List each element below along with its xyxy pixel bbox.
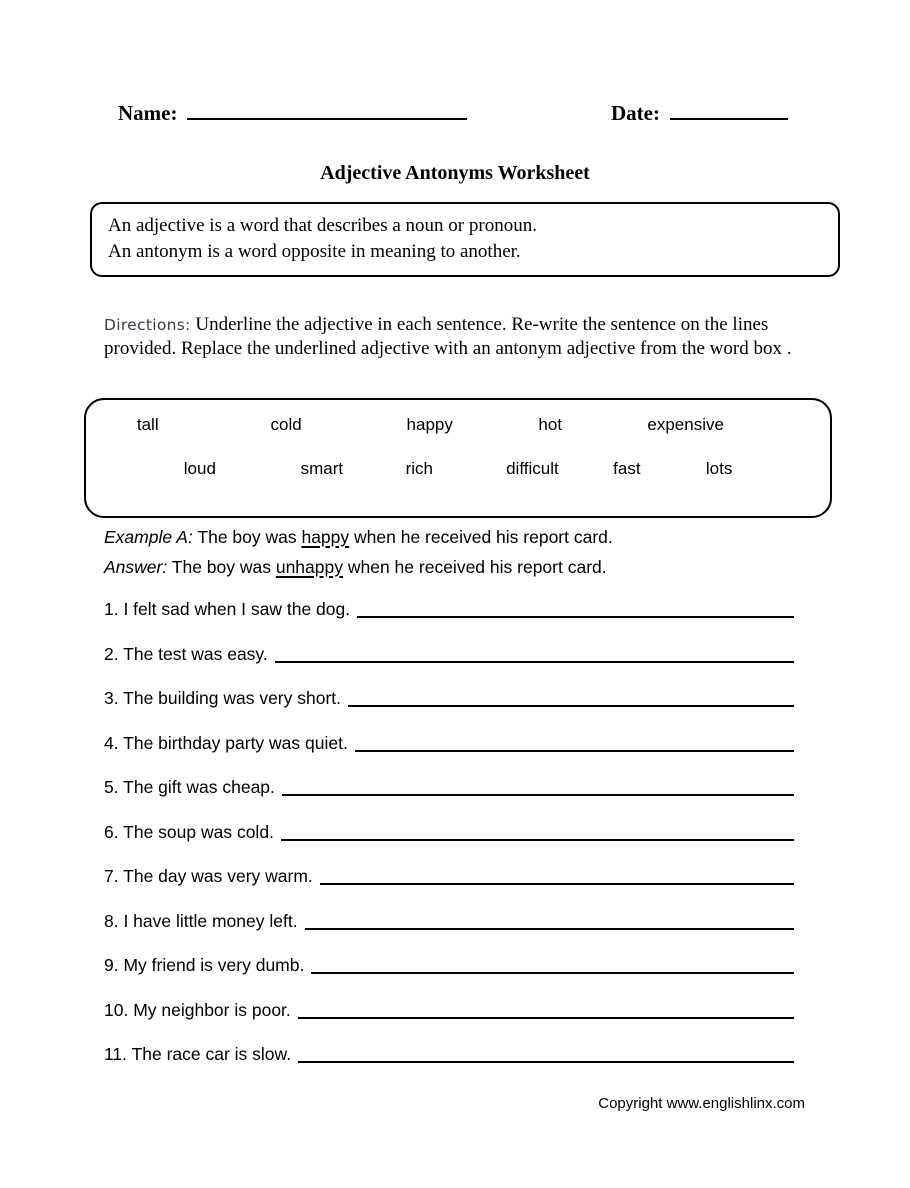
sentence-row: [104, 911, 794, 956]
word-box-word: loud: [183, 459, 216, 478]
header-row: [118, 101, 788, 126]
date-label: Date:: [611, 101, 660, 125]
answer-write-line: [282, 794, 794, 796]
answer-label: Answer:: [104, 556, 168, 577]
definition-line-adjective: An adjective is a word that describes a noun or pronoun.: [108, 215, 537, 236]
page-title: Adjective Antonyms Worksheet: [320, 162, 590, 184]
sentence-text: 8. I have little money left.: [104, 910, 298, 931]
sentence-text: 5. The gift was cheap.: [104, 777, 275, 797]
word-box-word: hot: [538, 415, 563, 434]
word-box-word: difficult: [506, 459, 559, 478]
date-blank-line: [670, 104, 788, 120]
date-field-group: [611, 101, 788, 126]
sentence-row: [104, 644, 794, 689]
definition-line-antonym: An antonym is a word opposite in meaning to another.: [108, 241, 521, 262]
word-box-word: smart: [300, 459, 344, 478]
sentence-text: 7. The day was very warm.: [104, 866, 313, 886]
answer-write-line: [298, 1061, 794, 1063]
example-label: Example A:: [104, 527, 193, 547]
name-label: Name:: [118, 101, 178, 125]
answer-write-line: [355, 750, 794, 752]
sentence-row: [104, 733, 794, 778]
example-block: [104, 527, 613, 586]
word-box-word: cold: [270, 415, 302, 434]
word-box: [84, 398, 832, 518]
answer-write-line: [357, 616, 794, 618]
answer-post-text: when he received his report card.: [343, 556, 607, 577]
answer-write-line: [281, 839, 794, 841]
sentence-row: [104, 955, 794, 1000]
answer-pre-text: The boy was: [171, 556, 276, 577]
example-pre-text: The boy was: [197, 527, 302, 547]
name-blank-line: [187, 104, 467, 120]
answer-write-line: [348, 705, 794, 707]
directions-text: Underline the adjective in each sentence. Re-write the sentence on the lines provided. Replace the underlined adjective with an antonym adjective from the word box .: [104, 314, 792, 359]
directions-label: Directions:: [104, 316, 191, 334]
answer-write-line: [275, 661, 794, 663]
answer-write-line: [305, 928, 794, 930]
answer-write-line: [311, 972, 794, 974]
answer-write-line: [320, 883, 794, 885]
directions-paragraph: [104, 313, 820, 361]
sentence-row: [104, 1044, 794, 1089]
copyright-text: Copyright www.englishlinx.com: [598, 1095, 805, 1112]
sentence-text: 11. The race car is slow.: [104, 1044, 292, 1064]
definition-box: [90, 202, 840, 277]
sentence-text: 6. The soup was cold.: [104, 821, 274, 842]
example-post-text: when he received his report card.: [349, 527, 613, 547]
answer-write-line: [298, 1017, 794, 1019]
sentence-text: 3. The building was very short.: [104, 688, 342, 708]
word-box-word: rich: [405, 459, 433, 478]
word-box-word: tall: [136, 415, 159, 434]
sentence-row: [104, 1000, 794, 1045]
sentence-row: [104, 822, 794, 867]
sentence-text: 4. The birthday party was quiet.: [104, 732, 348, 753]
answer-underlined-word: unhappy: [275, 556, 343, 577]
sentence-text: 2. The test was easy.: [104, 643, 268, 664]
sentence-row: [104, 777, 794, 822]
sentence-row: [104, 866, 794, 911]
word-box-word: lots: [705, 459, 733, 478]
answer-sentence: [104, 557, 613, 587]
sentence-text: 9. My friend is very dumb.: [104, 955, 305, 975]
sentence-row: [104, 688, 794, 733]
word-box-word: happy: [406, 415, 453, 434]
name-field-group: [118, 101, 467, 126]
sentence-text: 10. My neighbor is poor.: [104, 999, 291, 1020]
word-box-word: fast: [613, 459, 641, 478]
sentence-text: 1. I felt sad when I saw the dog.: [104, 599, 351, 619]
example-sentence: [104, 527, 613, 557]
example-underlined-word: happy: [301, 527, 350, 547]
sentence-row: [104, 599, 794, 644]
word-box-word: expensive: [647, 415, 724, 434]
sentence-list: [104, 599, 794, 1089]
